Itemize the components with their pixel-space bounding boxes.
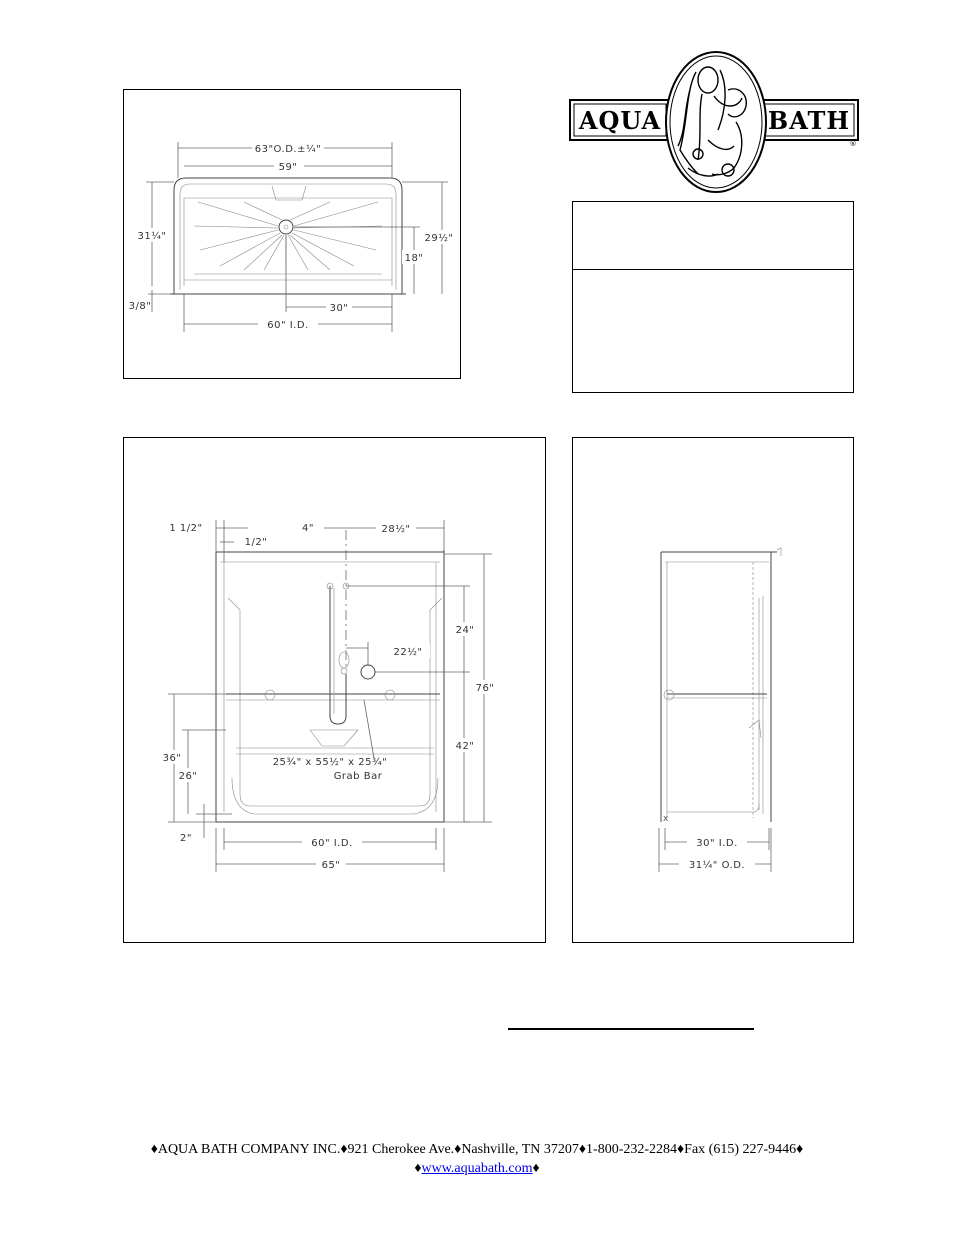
spec-info-box <box>572 201 854 393</box>
front-od-width-dim: 65" <box>321 860 341 871</box>
depth-left-dim: 31¼" <box>137 231 167 242</box>
svg-text:x: x <box>663 814 669 824</box>
upper-height-dim: 24" <box>455 625 475 636</box>
footer-address: ♦AQUA BATH COMPANY INC.♦921 Cherokee Ave.♦Nashville, TN 37207♦1-800-232-2284♦Fax (615) 227-9446♦ <box>150 1142 804 1157</box>
valve-offset-dim: 4" <box>302 523 314 534</box>
od-width-dim: 63"O.D.±¼" <box>254 144 322 155</box>
seat-height-dim: 26" <box>178 771 198 782</box>
total-height-dim: 76" <box>475 683 495 694</box>
footer-website <box>0 1161 954 1177</box>
footer-link-prefix: ♦ <box>414 1161 422 1176</box>
right-offset-dim: 28½" <box>381 524 411 535</box>
signature-line <box>508 1028 754 1030</box>
drain-depth-dim: 18" <box>404 253 424 264</box>
grab-bar-size-label: 25¾" x 55½" x 25¾" <box>272 757 388 768</box>
website-link[interactable]: www.aquabath.com <box>421 1161 533 1176</box>
lip-dim: 1/2" <box>244 537 268 548</box>
grab-bar-label: Grab Bar <box>333 771 383 782</box>
front-view-box <box>123 437 546 943</box>
side-od-depth-dim: 31¼" O.D. <box>688 860 746 871</box>
drain-offset-dim: 30" <box>329 303 349 314</box>
front-view-drawing <box>124 438 545 942</box>
logo-left-text: AQUA <box>578 106 662 135</box>
registered-mark: ® <box>849 140 857 148</box>
side-view-box <box>572 437 854 943</box>
front-id-width-dim: 60" I.D. <box>311 838 353 849</box>
logo-right-text: BATH <box>767 106 851 135</box>
lower-height-dim: 42" <box>455 741 475 752</box>
aqua-bath-logo <box>568 50 864 196</box>
plan-view-drawing <box>124 90 460 378</box>
footer-link-suffix: ♦ <box>532 1161 540 1176</box>
side-view-drawing <box>573 438 853 942</box>
base-dim: 2" <box>180 833 192 844</box>
grab-height-dim: 36" <box>162 753 182 764</box>
id-width-dim: 60" I.D. <box>267 320 309 331</box>
inner-width-dim: 59" <box>278 162 298 173</box>
plan-view-box <box>123 89 461 379</box>
depth-right-dim: 29½" <box>424 233 454 244</box>
spec-info-divider <box>573 269 853 270</box>
side-id-depth-dim: 30" I.D. <box>696 838 738 849</box>
lip-dim: 3/8" <box>128 301 152 312</box>
spout-offset-dim: 22½" <box>393 647 423 658</box>
side-wall-dim: 1 1/2" <box>169 523 203 534</box>
